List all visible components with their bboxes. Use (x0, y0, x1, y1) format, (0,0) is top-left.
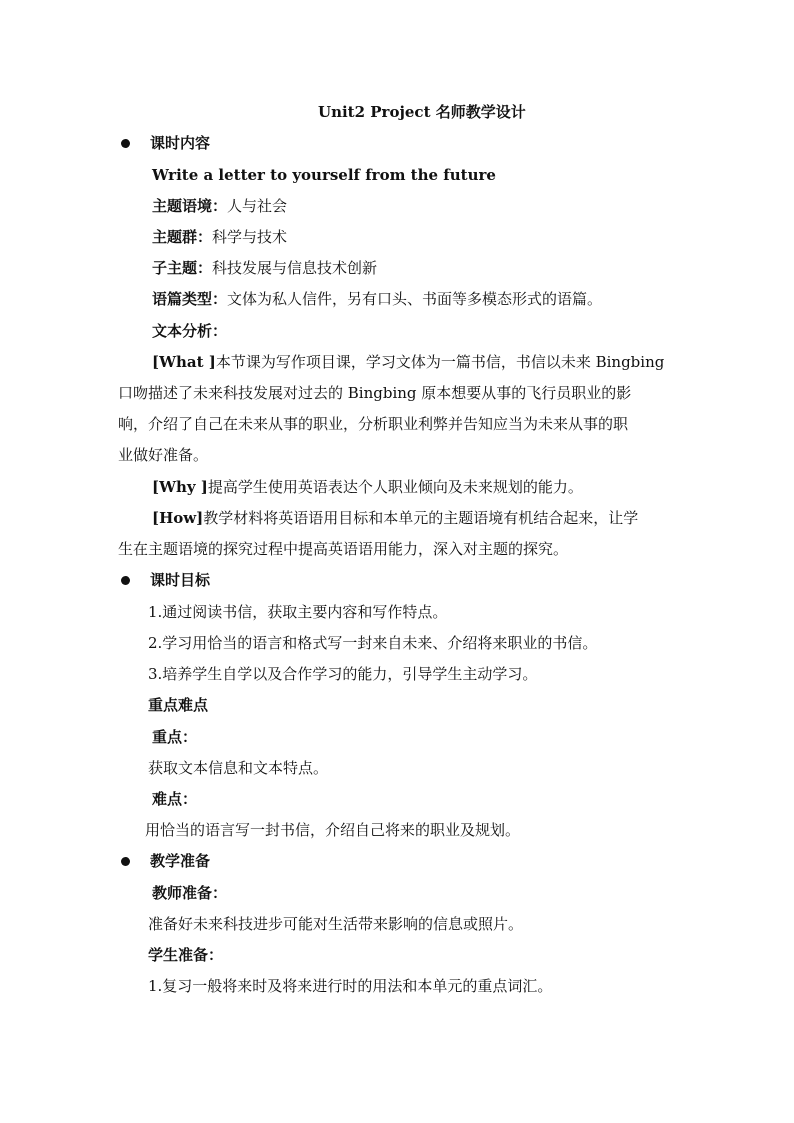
genre-value: 文体为私人信件，另有口头、书面等多模态形式的语篇。 (227, 290, 603, 308)
why-line (152, 477, 583, 497)
section-heading-content: 课时内容 (150, 134, 211, 152)
group-line (152, 227, 287, 247)
student-prep-item: 1.复习一般将来时及将来进行时的用法和本单元的重点词汇。 (148, 977, 553, 995)
how-text-1: 教学材料将英语语用目标和本单元的主题语境有机结合起来，让学 (203, 509, 639, 527)
group-label: 主题群： (152, 228, 213, 246)
how-line-2: 生在主题语境的探究过程中提高英语语用能力，深入对主题的探究。 (118, 540, 569, 558)
keypoints-heading: 重点难点 (148, 696, 209, 714)
context-label: 主题语境： (152, 197, 228, 215)
analysis-label: 文本分析： (152, 322, 228, 340)
how-tag: [How] (152, 509, 204, 527)
subtopic-label: 子主题： (152, 259, 213, 277)
difficult-label: 难点： (152, 790, 198, 808)
section-heading-prep: 教学准备 (150, 852, 211, 870)
what-line-1 (152, 352, 664, 372)
subtopic-line (152, 258, 377, 278)
teacher-prep-text: 准备好未来科技进步可能对生活带来影响的信息或照片。 (148, 915, 524, 933)
what-tag: [What ] (152, 353, 216, 371)
section-heading-goals: 课时目标 (150, 571, 211, 589)
genre-label: 语篇类型： (152, 290, 228, 308)
goal-item: 3.培养学生自学以及合作学习的能力，引导学生主动学习。 (148, 665, 538, 683)
why-text: 提高学生使用英语表达个人职业倾向及未来规划的能力。 (207, 478, 583, 496)
topic-english: Write a letter to yourself from the future (152, 166, 496, 184)
bullet-icon (121, 576, 130, 585)
what-line-2: 口吻描述了未来科技发展对过去的 Bingbing 原本想要从事的飞行员职业的影 (118, 384, 632, 402)
key-label: 重点： (152, 728, 198, 746)
subtopic-value: 科技发展与信息技术创新 (212, 259, 378, 277)
group-value: 科学与技术 (212, 228, 288, 246)
what-text-1: 本节课为写作项目课，学习文体为一篇书信，书信以未来 Bingbing (215, 353, 665, 371)
bullet-icon (121, 139, 130, 148)
context-value: 人与社会 (227, 197, 288, 215)
student-prep-label: 学生准备： (148, 946, 224, 964)
key-text: 获取文本信息和文本特点。 (148, 759, 329, 777)
teacher-prep-label: 教师准备： (152, 884, 228, 902)
why-tag: [Why ] (152, 478, 208, 496)
what-line-4: 业做好准备。 (118, 446, 209, 464)
goal-item: 1.通过阅读书信，获取主要内容和写作特点。 (148, 603, 448, 621)
goal-item: 2.学习用恰当的语言和格式写一封来自未来、介绍将来职业的书信。 (148, 634, 598, 652)
genre-line (152, 289, 602, 309)
what-line-3: 响，介绍了自己在未来从事的职业，分析职业利弊并告知应当为未来从事的职 (118, 415, 629, 433)
context-line (152, 196, 287, 216)
bullet-icon (121, 857, 130, 866)
how-line-1 (152, 508, 638, 528)
difficult-text: 用恰当的语言写一封书信，介绍自己将来的职业及规划。 (145, 821, 521, 839)
page-title: Unit2 Project 名师教学设计 (318, 103, 526, 121)
